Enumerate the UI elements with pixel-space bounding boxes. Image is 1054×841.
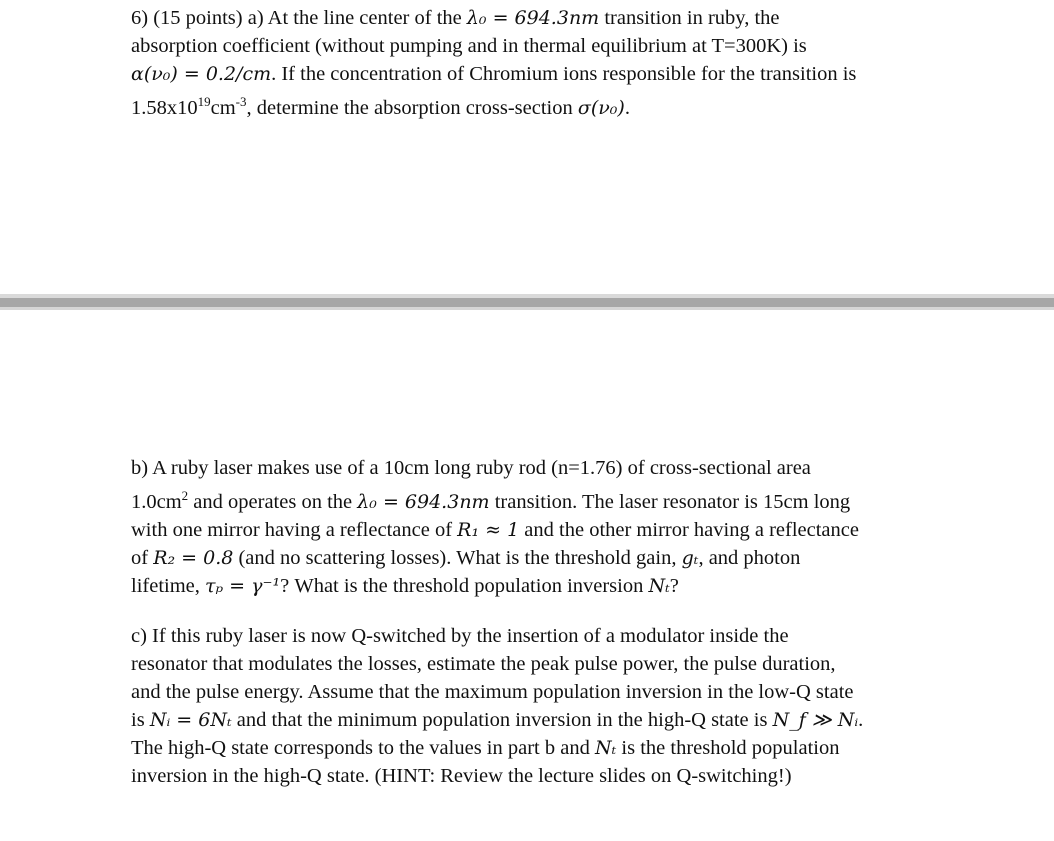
part-a-line-1 — [131, 4, 1031, 32]
part-b-line-2-text: and operates on the — [188, 491, 358, 513]
final-inversion-relation: N_f ≫ Nᵢ — [772, 709, 859, 731]
threshold-inversion-symbol-c: Nₜ — [594, 737, 617, 759]
part-b-line-5-end: ? — [669, 575, 679, 597]
part-c-line-5-start: The high-Q state corresponds to the values in part b and — [131, 737, 595, 759]
question-6-part-c — [131, 622, 1031, 790]
wavelength-unit-b: nm — [459, 491, 490, 513]
part-c-line-5-end: is the threshold population — [616, 737, 840, 759]
part-b-line-5 — [131, 572, 1031, 600]
part-b-line-4-text: (and no scattering losses). What is the threshold gain, — [233, 547, 682, 569]
threshold-gain-symbol: gₜ — [681, 547, 699, 569]
part-c-line-3: and the pulse energy. Assume that the maximum population inversion in the low-Q state — [131, 681, 854, 703]
part-b-line-5-start: lifetime, — [131, 575, 206, 597]
mirror-2-reflectance: R₂ = 0.8 — [153, 547, 234, 569]
part-b-line-3-text: with one mirror having a reflectance of — [131, 519, 458, 541]
part-a-intro-text: 6) (15 points) a) At the line center of the — [131, 7, 467, 29]
divider-main-band — [0, 298, 1054, 307]
wavelength-unit: nm — [568, 7, 600, 29]
part-c-line-4 — [131, 706, 1031, 734]
absorption-coefficient-equation: α(ν₀) = 0.2/cm — [131, 63, 272, 85]
concentration-unit-exponent: -3 — [235, 94, 247, 109]
part-c-line-6: inversion in the high-Q state. (HINT: Review the lecture slides on Q-switching!) — [131, 765, 792, 787]
part-c-line-2: resonator that modulates the losses, estimate the peak pulse power, the pulse duration, — [131, 653, 836, 675]
rod-area-exponent: 2 — [181, 488, 189, 503]
part-b-line-4 — [131, 544, 1031, 572]
part-b-line-4-start: of — [131, 547, 154, 569]
cross-section-symbol: σ(ν₀) — [577, 97, 625, 119]
part-b-line-3-end: and the other mirror having a reflectance — [519, 519, 859, 541]
part-b-line-3 — [131, 516, 1031, 544]
part-a-line-2: absorption coefficient (without pumping and in thermal equilibrium at T=300K) is — [131, 35, 807, 57]
section-divider — [0, 294, 1054, 312]
part-c-line-1: c) If this ruby laser is now Q-switched by the insertion of a modulator inside the — [131, 625, 789, 647]
wavelength-equation-b: λ₀ = 694.3 — [357, 491, 460, 513]
divider-bottom-band — [0, 307, 1054, 310]
initial-inversion-equation: Nᵢ = 6Nₜ — [149, 709, 232, 731]
part-c-line-5 — [131, 734, 1031, 762]
concentration-unit: cm — [210, 97, 236, 119]
mirror-1-reflectance: R₁ ≈ 1 — [457, 519, 520, 541]
part-c-line-4-start: is — [131, 709, 150, 731]
part-a-line-4-end: . — [624, 97, 630, 119]
part-a-line-4-text: , determine the absorption cross-section — [246, 97, 578, 119]
part-a-line-3 — [131, 60, 1031, 88]
part-a-line-3-end: . If the concentration of Chromium ions responsible for the transition is — [271, 63, 857, 85]
wavelength-equation: λ₀ = 694.3 — [466, 7, 569, 29]
part-b-line-2 — [131, 482, 1031, 516]
threshold-inversion-symbol: Nₜ — [648, 575, 670, 597]
question-6-part-b — [131, 454, 1031, 600]
rod-area: 1.0cm — [131, 491, 182, 513]
photon-lifetime-equation: τₚ = γ⁻¹ — [205, 575, 281, 597]
part-c-line-4-text: and that the minimum population inversion in the high-Q state is — [231, 709, 773, 731]
part-b-line-4-end: , and photon — [698, 547, 801, 569]
part-a-line-1-end: transition in ruby, the — [599, 7, 780, 29]
part-b-line-2-end: transition. The laser resonator is 15cm long — [489, 491, 851, 513]
part-b-line-5-text: ? What is the threshold population inversion — [280, 575, 649, 597]
question-6-part-a — [131, 4, 1031, 122]
concentration-exponent: 19 — [197, 94, 211, 109]
part-c-line-4-end: . — [858, 709, 864, 731]
part-b-line-1: b) A ruby laser makes use of a 10cm long ruby rod (n=1.76) of cross-sectional area — [131, 457, 811, 479]
concentration-base: 1.58x10 — [131, 97, 198, 119]
part-a-line-4 — [131, 88, 1031, 122]
